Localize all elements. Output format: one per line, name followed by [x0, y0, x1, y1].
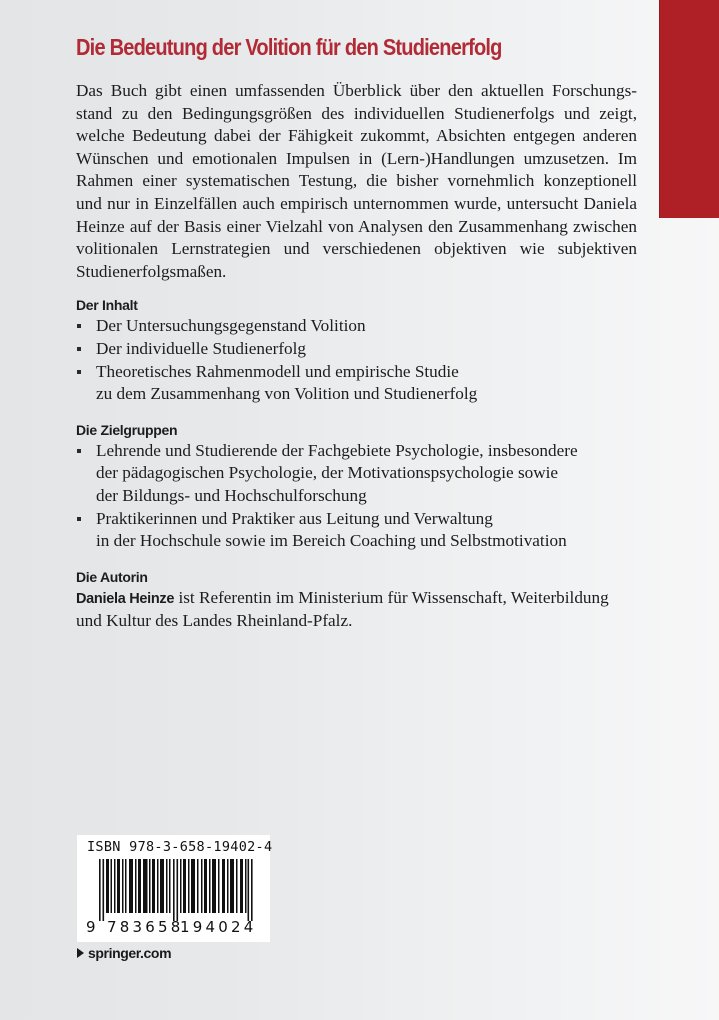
- author-name: Daniela Heinze: [76, 590, 175, 607]
- isbn-barcode: [77, 835, 273, 942]
- list-item-text: Der individuelle Studienerfolg: [96, 338, 307, 358]
- section-heading: Der Inhalt: [76, 297, 138, 314]
- publisher-link-label: springer.com: [88, 945, 172, 961]
- intro-paragraph: [76, 80, 637, 283]
- intro-line: Das Buch gibt einen umfassenden Überblick über den aktuellen Forschungs-: [76, 81, 637, 100]
- list-item-text: Der Untersuchungsgegenstand Volition: [96, 316, 366, 336]
- target-group-list: [76, 440, 637, 553]
- list-item-text: Theoretisches Rahmenmodell und empirische Studie: [96, 361, 459, 381]
- triangle-arrow-icon: [77, 948, 84, 958]
- bullet-icon: [77, 517, 81, 521]
- intro-line: Heinze auf der Basis einer Vielzahl von Analysen den Zusammenhang zwischen: [76, 216, 637, 236]
- section-heading: Die Zielgruppen: [76, 421, 178, 438]
- back-cover-content: [76, 80, 637, 633]
- intro-line: und nur in Einzelfällen auch empirisch unternommen wurde, untersucht Daniela: [76, 193, 637, 213]
- author-bio: [76, 587, 637, 611]
- list-item-text: der Bildungs- und Hochschulforschung: [96, 485, 367, 505]
- isbn-label: ISBN 978-3-658-19402-4: [87, 839, 273, 855]
- author-bio-text: und Kultur des Landes Rheinland-Pfalz.: [76, 611, 353, 631]
- list-item-text: in der Hochschule sowie im Bereich Coaching und Selbstmotivation: [96, 531, 567, 551]
- section-zielgruppen: [76, 420, 637, 553]
- bullet-icon: [77, 347, 81, 351]
- list-item-text: Praktikerinnen und Praktiker aus Leitung und Verwaltung: [96, 508, 493, 528]
- intro-line: stand zu den Bedingungsgrößen des individuellen Studienerfolgs und zeigt,: [76, 103, 637, 123]
- list-item: [76, 508, 637, 553]
- section-heading: Die Autorin: [76, 568, 148, 585]
- intro-line: Wünschen und emotionalen Impulsen in (Lern-)Handlungen umzusetzen. Im: [76, 148, 637, 168]
- intro-line: Studienerfolgsmaßen.: [76, 261, 227, 281]
- intro-line: Rahmen einer systematischen Testung, die bisher vornehmlich konzeptionell: [76, 171, 637, 191]
- list-item: [76, 338, 637, 361]
- intro-line: welche Bedeutung dabei der Fähigkeit zukommt, Absichten entgegen anderen: [76, 126, 637, 146]
- barcode-bars-icon: [77, 859, 270, 921]
- ean-first-digit: 9: [86, 918, 99, 936]
- bullet-icon: [77, 449, 81, 453]
- list-item-text: zu dem Zusammenhang von Volition und Studienerfolg: [96, 384, 478, 404]
- book-title: Die Bedeutung der Volition für den Studienerfolg: [76, 34, 502, 60]
- ean-right-digits: 194024: [180, 918, 257, 936]
- content-list: [76, 315, 637, 405]
- bullet-icon: [77, 324, 81, 328]
- list-item: [76, 361, 637, 406]
- list-item: [76, 315, 637, 338]
- section-autorin: [76, 567, 637, 633]
- list-item: [76, 440, 637, 508]
- author-bio-text: ist Referentin im Ministerium für Wissenschaft, Weiterbildung: [174, 587, 609, 607]
- intro-line: volitionalen Lernstrategien und verschiedenen objektiven wie subjektiven: [76, 239, 637, 259]
- publisher-link[interactable]: [77, 945, 171, 961]
- list-item-text: der pädagogischen Psychologie, der Motivationspsychologie sowie: [96, 463, 559, 483]
- accent-color-bar: [659, 0, 719, 218]
- bullet-icon: [77, 370, 81, 374]
- list-item-text: Lehrende und Studierende der Fachgebiete Psychologie, insbesondere: [96, 440, 578, 460]
- section-inhalt: [76, 295, 637, 405]
- ean-left-digits: 783658: [107, 918, 184, 936]
